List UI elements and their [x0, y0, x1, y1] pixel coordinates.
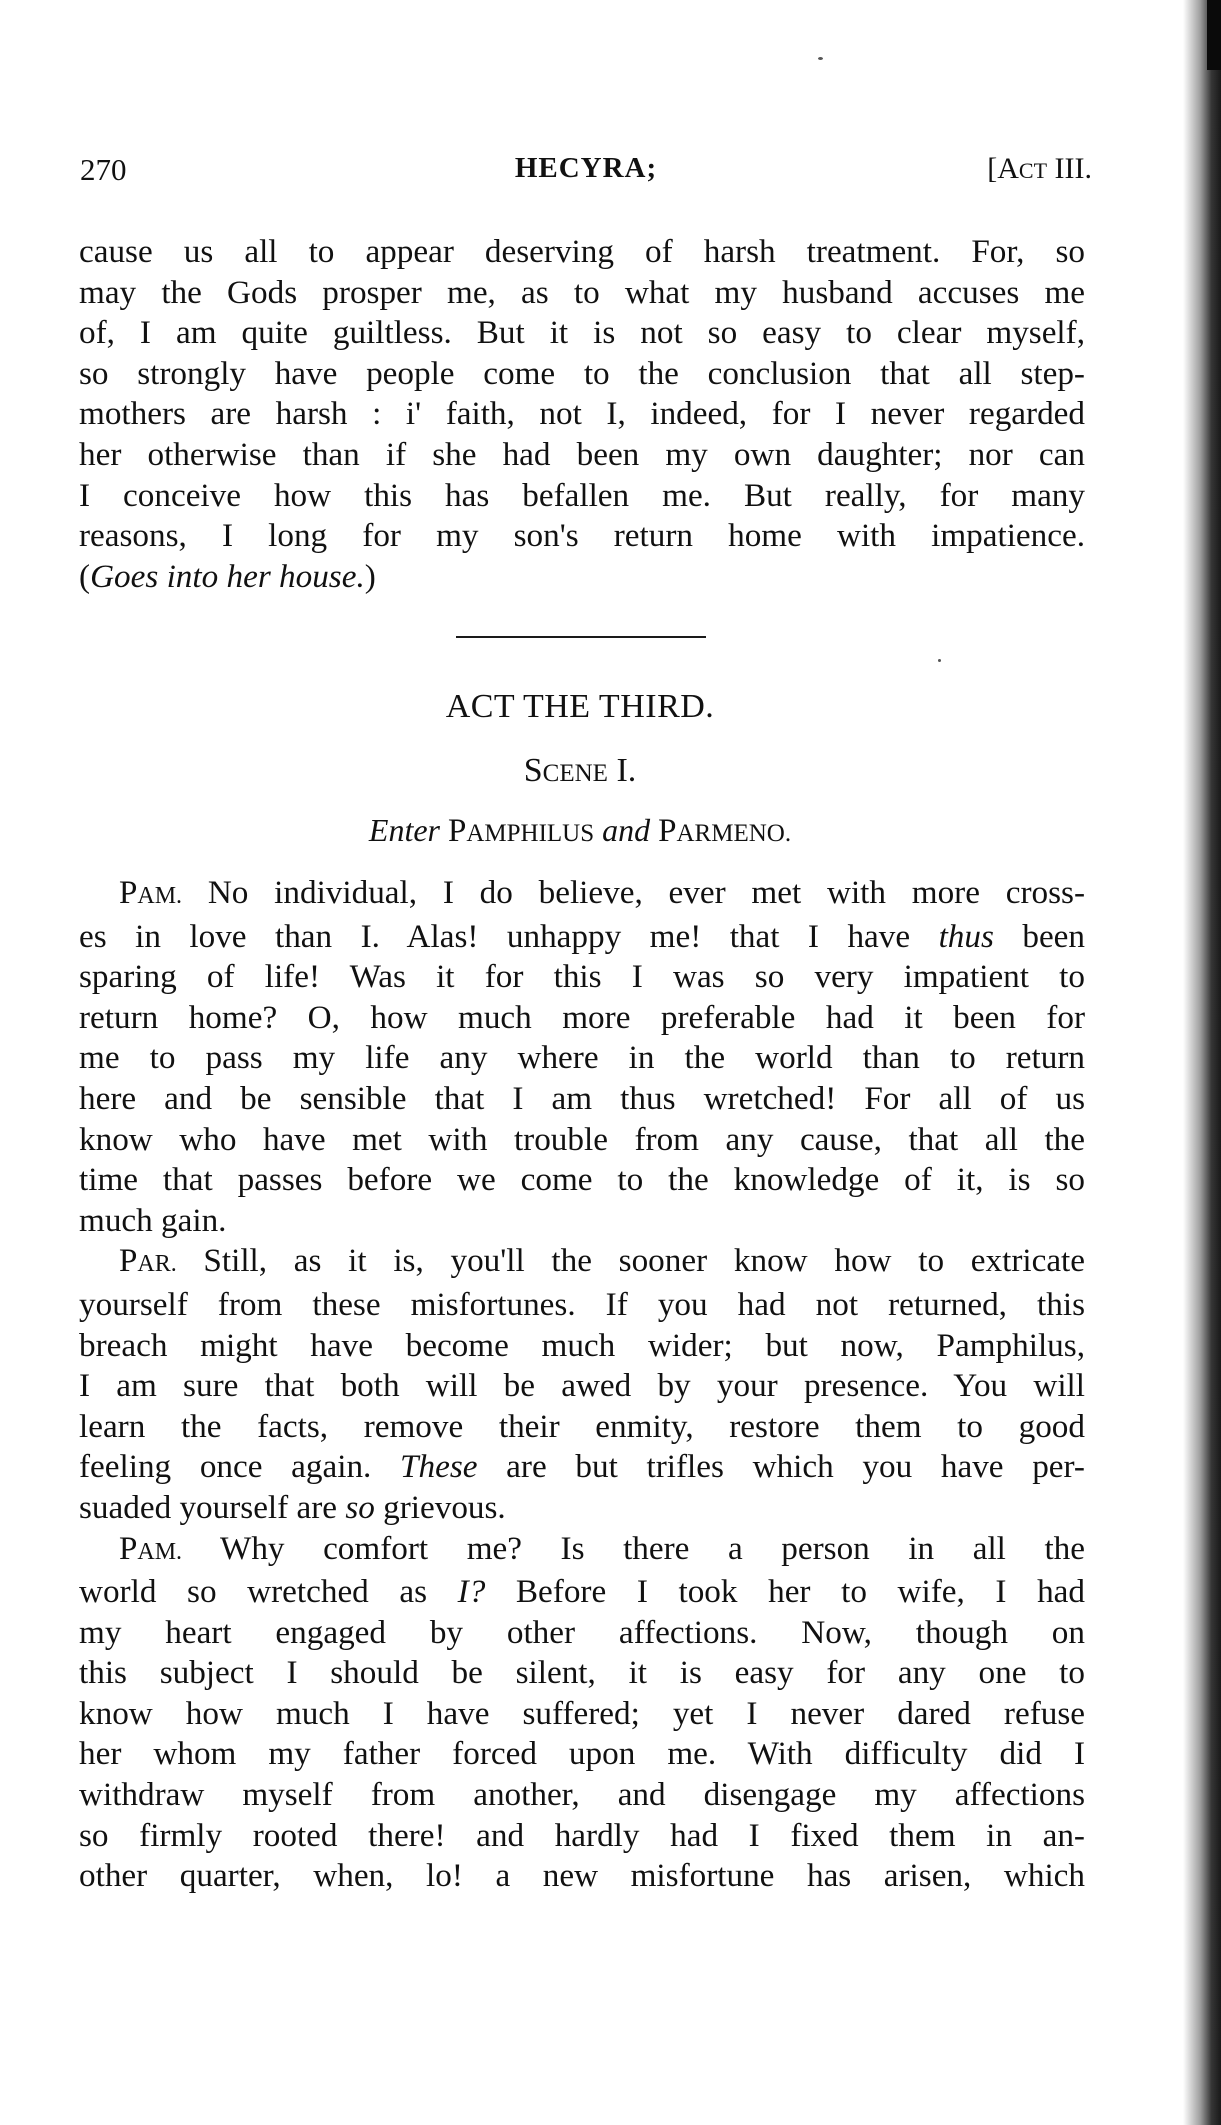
- entrance-direction: [0, 812, 1160, 850]
- text-line: of, I am quite guiltless. But it is not so easy to clear myself,: [79, 314, 1085, 352]
- character-cap: P: [658, 813, 677, 849]
- character-cap: P: [447, 813, 467, 849]
- page-corner-shadow: [1207, 0, 1221, 70]
- text-line: I am sure that both will be awed by your presence. You will: [79, 1367, 1085, 1405]
- speaker-rest: AM.: [137, 1538, 183, 1565]
- text-line: other quarter, when, lo! a new misfortune has arisen, which: [79, 1857, 1085, 1895]
- section-divider: [456, 636, 706, 638]
- text-line: time that passes before we come to the knowledge of it, is so: [79, 1161, 1085, 1199]
- emphasis: I?: [457, 1573, 486, 1611]
- speech-text: feeling once again.: [79, 1448, 401, 1486]
- speech-text: world so wretched as: [79, 1573, 458, 1611]
- scene-cap: S: [523, 752, 543, 789]
- text-line: me to pass my life any where in the world than to return: [79, 1039, 1085, 1077]
- scene-heading: [0, 752, 1160, 790]
- page-edge-shadow: [1183, 0, 1221, 2125]
- speaker-rest: AM.: [137, 883, 183, 909]
- paren-close: ): [364, 557, 376, 595]
- text-line: her otherwise than if she had been my own daughter; nor can: [79, 435, 1085, 473]
- text-line: so firmly rooted there! and hardly had I fixed them in an-: [79, 1816, 1085, 1854]
- text-line: [79, 917, 1085, 958]
- stage-direction: [79, 557, 1085, 598]
- text-line: reasons, I long for my son's return home with impatience.: [79, 517, 1085, 555]
- speech-text: suaded yourself are: [79, 1488, 346, 1526]
- enter-word: Enter: [368, 812, 440, 848]
- text-line: may the Gods prosper me, as to what my husband accuses me: [79, 273, 1085, 311]
- act-number: III.: [1047, 152, 1092, 185]
- text-line: cause us all to appear deserving of harsh treatment. For, so: [79, 233, 1085, 270]
- act-heading: ACT THE THIRD.: [445, 688, 715, 725]
- text-line: learn the facts, remove their enmity, restore them to good: [79, 1407, 1085, 1445]
- speech-text: Still, as it is, you'll the sooner know how to extricate: [176, 1242, 1085, 1280]
- dialogue-block: [79, 873, 1085, 1897]
- text-line: mothers are harsh : i' faith, not I, indeed, for I never regarded: [79, 395, 1085, 433]
- speech-first-line: [79, 1529, 1085, 1573]
- text-line: this subject I should be silent, it is easy for any one to: [79, 1654, 1085, 1692]
- continuation-paragraph: [79, 232, 1085, 597]
- speaker-cap: P: [119, 1530, 138, 1567]
- speech-text: are but trifles which you have per-: [477, 1448, 1085, 1486]
- text-line: [79, 1488, 1085, 1529]
- speech-text: es in love than I. Alas! unhappy me! that I have: [79, 917, 939, 955]
- text-line: [79, 1447, 1085, 1488]
- scene-rest: CENE: [542, 760, 608, 787]
- speech-first-line: [79, 873, 1085, 917]
- emphasis: These: [400, 1448, 478, 1486]
- character-rest: ARMENO.: [676, 820, 792, 847]
- scene-number: I.: [607, 752, 637, 789]
- text-line: breach might have become much wider; but now, Pamphilus,: [79, 1326, 1085, 1364]
- text-line: so strongly have people come to the conclusion that all step-: [79, 354, 1085, 392]
- text-line: withdraw myself from another, and disengage my affections: [79, 1776, 1085, 1814]
- running-title: HECYRA;: [514, 152, 658, 184]
- speech-text: Why comfort me? Is there a person in all the: [182, 1529, 1085, 1567]
- speaker-cap: P: [119, 1243, 138, 1280]
- text-line: know how much I have suffered; yet I never dared refuse: [79, 1694, 1085, 1732]
- character-rest: AMPHILUS: [466, 820, 595, 847]
- speech-text: No individual, I do believe, ever met with more cross-: [182, 874, 1085, 911]
- act-cap: A: [997, 152, 1019, 185]
- paren-open: (: [79, 557, 91, 595]
- act-bracket: [: [987, 152, 998, 185]
- text-line: sparing of life! Was it for this I was so very impatient to: [79, 958, 1085, 996]
- text-line: know who have met with trouble from any cause, that all the: [79, 1120, 1085, 1158]
- text-line: I conceive how this has befallen me. But really, for many: [79, 476, 1085, 514]
- text-line: yourself from these misfortunes. If you had not returned, this: [79, 1285, 1085, 1323]
- act-rest: CT: [1018, 158, 1048, 183]
- text-line: return home? O, how much more preferable had it been for: [79, 998, 1085, 1036]
- page-number: 270: [80, 152, 127, 187]
- text-line: much gain.: [79, 1201, 227, 1239]
- emphasis: thus: [938, 917, 994, 955]
- stage-direction-text: Goes into her house.: [90, 557, 365, 595]
- speech-text: been: [993, 917, 1085, 955]
- speech-first-line: [79, 1241, 1085, 1285]
- emphasis: so: [345, 1488, 375, 1526]
- speech-text: grievous.: [374, 1488, 506, 1526]
- text-line: here and be sensible that I am thus wretched! For all of us: [79, 1079, 1085, 1117]
- text-line: [79, 1572, 1085, 1613]
- speaker-rest: AR.: [137, 1251, 177, 1278]
- text-line: my heart engaged by other affections. Now, though on: [79, 1613, 1085, 1651]
- speck: [818, 57, 823, 60]
- text-line: her whom my father forced upon me. With difficulty did I: [79, 1735, 1085, 1773]
- speech-text: Before I took her to wife, I had: [485, 1573, 1085, 1611]
- running-head: [80, 152, 1092, 192]
- act-marker: [987, 152, 1092, 186]
- speck: [938, 659, 941, 662]
- speaker-cap: P: [119, 875, 138, 911]
- and-word: and: [602, 812, 651, 848]
